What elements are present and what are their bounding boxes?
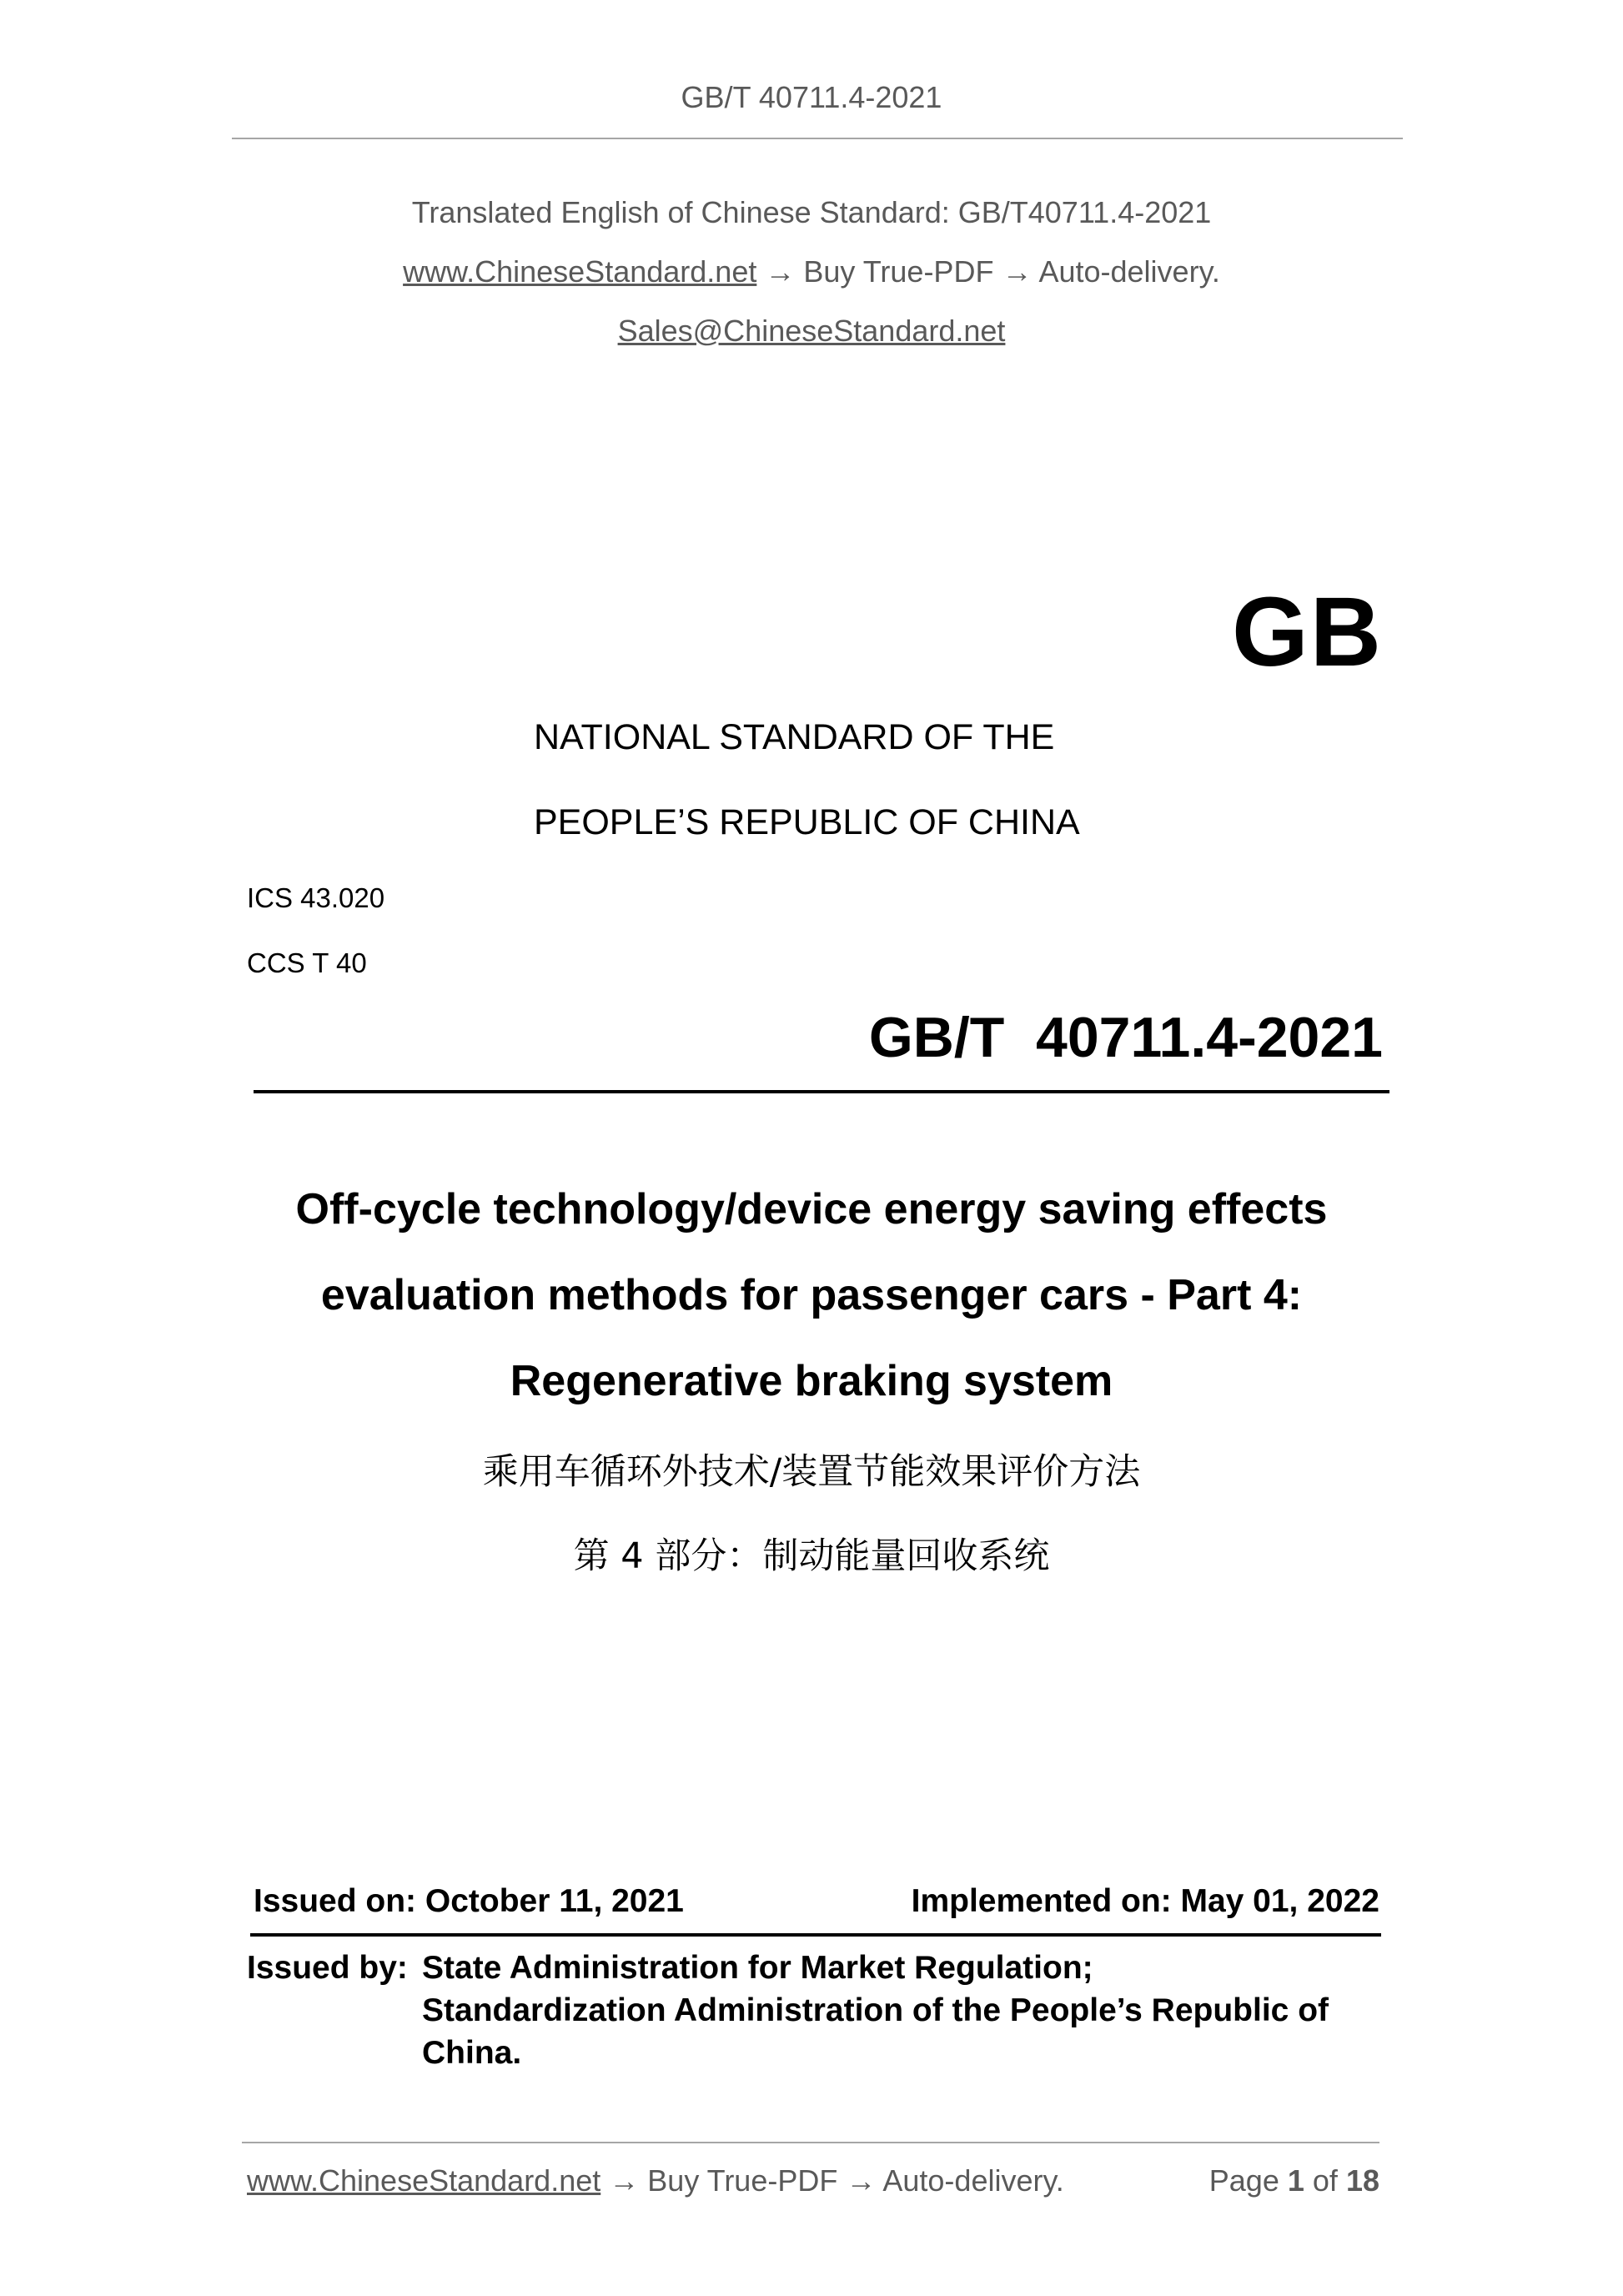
english-title-line-3: Regenerative braking system: [510, 1357, 1113, 1405]
sales-email-link[interactable]: Sales@ChineseStandard.net: [617, 314, 1006, 348]
page-total: 18: [1345, 2163, 1379, 2198]
arrow-icon: →: [1002, 254, 1033, 289]
footer-auto-delivery-text: Auto-delivery.: [882, 2163, 1064, 2198]
footer-purchase-notice: [247, 2163, 1064, 2198]
english-title-line-2: evaluation methods for passenger cars - Part 4:: [320, 1271, 1303, 1319]
english-title-line-1: Off-cycle technology/device energy saving effects: [295, 1185, 1328, 1233]
implemented-on-date: Implemented on: May 01, 2022: [911, 1883, 1379, 1919]
page-label: Page: [1208, 2163, 1279, 2198]
issuer-line-1: State Administration for Market Regulation;: [422, 1950, 1093, 1986]
issued-on-date: Issued on: October 11, 2021: [254, 1883, 684, 1919]
translation-notice: Translated English of Chinese Standard: GB/T40711.4-2021: [411, 195, 1212, 229]
ccs-code: CCS T 40: [247, 947, 367, 978]
page-of-label: of: [1312, 2163, 1338, 2198]
ics-code: ICS 43.020: [247, 882, 385, 913]
footer-divider: [242, 2142, 1379, 2143]
purchase-notice: [0, 254, 1623, 289]
email-notice: [0, 314, 1623, 349]
standard-number-rule: [254, 1090, 1389, 1093]
national-standard-line: NATIONAL STANDARD OF THE: [534, 717, 1055, 757]
issuer-line-2: Standardization Administration of the People’s Republic of: [422, 1992, 1329, 2028]
arrow-icon: →: [609, 2163, 640, 2198]
dates-rule: [250, 1933, 1381, 1937]
country-line: PEOPLE’S REPUBLIC OF CHINA: [534, 802, 1080, 842]
issuer-line-3: China.: [422, 2035, 522, 2071]
gb-mark: GB: [1232, 577, 1383, 687]
standard-number: GB/T 40711.4-2021: [868, 1006, 1383, 1069]
arrow-icon: →: [765, 254, 796, 289]
arrow-icon: →: [846, 2163, 877, 2198]
auto-delivery-text: Auto-delivery.: [1038, 254, 1220, 289]
issued-by-label: Issued by:: [247, 1950, 408, 1986]
header-divider: [232, 138, 1403, 139]
page-current: 1: [1287, 2163, 1304, 2198]
running-header: GB/T 40711.4-2021: [681, 80, 942, 114]
site-link[interactable]: www.ChineseStandard.net: [403, 254, 757, 289]
chinese-title-line-2: 第 4 部分：制动能量回收系统: [573, 1535, 1050, 1577]
page-indicator: [1209, 2163, 1379, 2198]
buy-pdf-text: Buy True-PDF: [803, 254, 994, 289]
chinese-title-line-1: 乘用车循环外技术/装置节能效果评价方法: [482, 1451, 1141, 1493]
footer-buy-pdf-text: Buy True-PDF: [647, 2163, 838, 2198]
footer-site-link[interactable]: www.ChineseStandard.net: [247, 2163, 601, 2198]
